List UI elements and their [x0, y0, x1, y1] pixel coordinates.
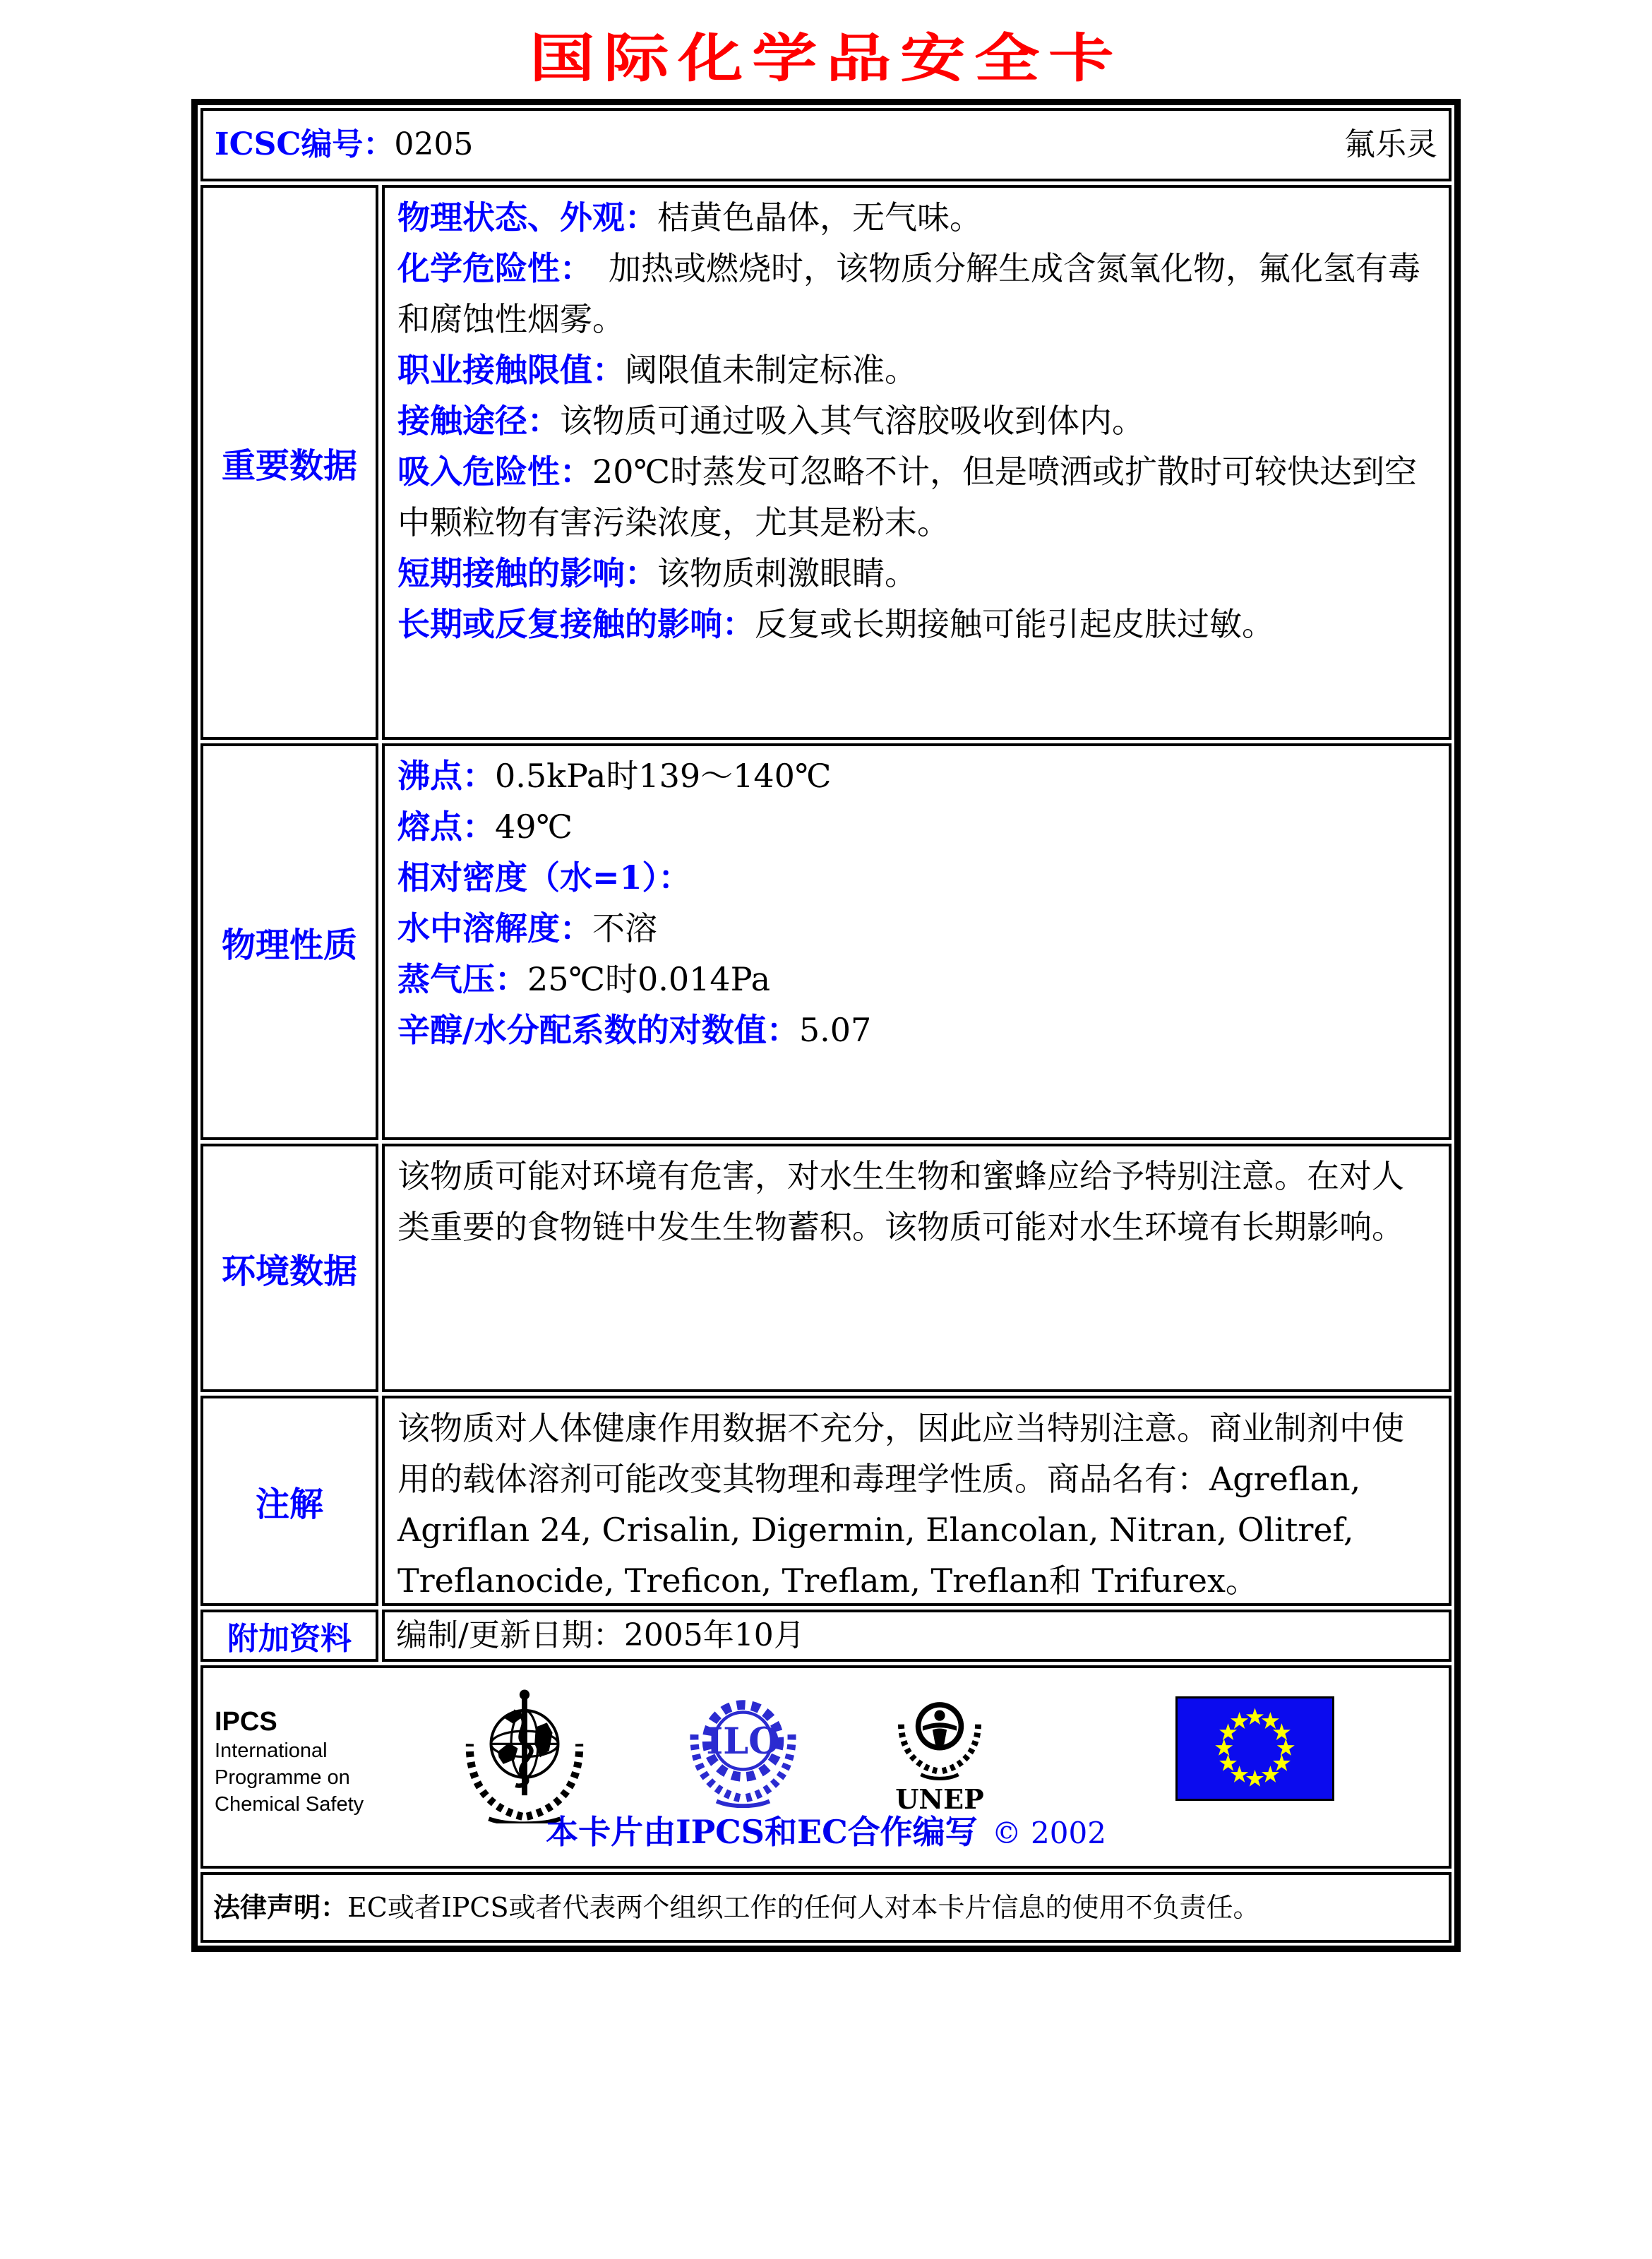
field-value: 该物质可通过吸入其气溶胶吸收到体内。 — [560, 402, 1144, 440]
field-value: 该物质刺激眼睛。 — [657, 554, 917, 592]
field-occupational-limits — [397, 344, 1436, 395]
ipcs-line: Programme on — [215, 1766, 350, 1789]
header-row — [200, 108, 1452, 181]
additional-info-label-cell — [200, 1610, 378, 1662]
field-exposure-routes — [397, 395, 1436, 446]
field-melting-point — [397, 801, 1436, 852]
environmental-data-content-cell — [382, 1144, 1452, 1392]
physical-properties-content-cell — [382, 743, 1452, 1140]
field-long-term-effects — [397, 599, 1436, 649]
row-label: 重要数据 — [221, 445, 357, 486]
field-value: 0.5kPa时139～140℃ — [495, 757, 832, 795]
field-value: 桔黄色晶体，无气味。 — [657, 198, 982, 236]
header-cell — [200, 108, 1452, 181]
field-label: 化学危险性： — [397, 249, 576, 287]
field-label: 长期或反复接触的影响： — [397, 605, 755, 643]
field-value: 加热或燃烧时，该物质分解生成含氮氧化物，氟化氢有毒和腐蚀性烟雾。 — [397, 249, 1420, 338]
icsc-number-label: ICSC编号： — [215, 126, 395, 162]
page-title-text: 国际化学品安全卡 — [529, 28, 1123, 89]
legal-notice-label: 法律声明： — [213, 1891, 348, 1923]
legal-notice-row — [200, 1872, 1452, 1943]
additional-info-text: 编制/更新日期：2005年10月 — [396, 1617, 805, 1653]
field-short-term-effects — [397, 548, 1436, 599]
additional-info-content-cell — [382, 1610, 1452, 1662]
notes-row — [200, 1396, 1452, 1606]
legal-notice-text: EC或者IPCS或者代表两个组织工作的任何人对本卡片信息的使用不负责任。 — [347, 1892, 1260, 1923]
field-physical-state — [397, 192, 1436, 243]
legal-notice-cell — [200, 1872, 1452, 1943]
field-relative-density — [397, 852, 1436, 903]
field-value: 阈限值未制定标准。 — [625, 351, 917, 389]
field-label: 短期接触的影响： — [397, 554, 657, 592]
field-label: 吸入危险性： — [397, 453, 592, 491]
notes-label-cell — [200, 1396, 378, 1606]
field-value: 反复或长期接触可能引起皮肤过敏。 — [755, 605, 1274, 643]
field-value: 不溶 — [592, 909, 657, 947]
field-label: 物理状态、外观： — [397, 198, 657, 236]
field-value: 49℃ — [495, 808, 573, 846]
field-value: 5.07 — [798, 1011, 872, 1049]
ilo-letters: ILO — [706, 1720, 780, 1763]
unep-letters: UNEP — [895, 1782, 984, 1815]
credit-text: 本卡片由IPCS和EC合作编写 — [546, 1813, 978, 1851]
physical-properties-label-cell — [200, 743, 378, 1140]
ipcs-text-block — [215, 1706, 404, 1818]
credit-line — [203, 1806, 1449, 1859]
substance-name: 氟乐灵 — [1344, 126, 1437, 162]
field-water-solubility — [397, 903, 1436, 954]
field-vapor-pressure — [397, 954, 1436, 1005]
icsc-card — [191, 99, 1461, 1952]
copyright-text: © 2002 — [991, 1816, 1106, 1850]
field-label: 辛醇/水分配系数的对数值： — [397, 1011, 799, 1049]
field-label: 接触途径： — [397, 402, 560, 440]
unep-logo-icon — [890, 1685, 989, 1816]
notes-content-cell — [382, 1396, 1452, 1606]
row-label: 附加资料 — [227, 1621, 352, 1657]
environmental-data-label-cell — [200, 1144, 378, 1392]
icsc-number-value: 0205 — [394, 126, 474, 162]
environmental-data-row — [200, 1144, 1452, 1392]
field-label: 相对密度（水=1）： — [397, 858, 691, 897]
field-label: 沸点： — [397, 757, 495, 795]
field-value: 25℃时0.014Pa — [527, 960, 770, 998]
notes-text: 该物质对人体健康作用数据不充分，因此应当特别注意。商业制剂中使用的载体溶剂可能改变其物理和毒理学性质。商品名有：Agreflan, Agriflan 24, Crisalin, Digermin, Elancolan, Nitran, Olitref, Treflanocide, Treficon, Treflam, Treflan和 Trifurex。 — [397, 1409, 1404, 1600]
eu-flag-stars — [1215, 1708, 1295, 1786]
field-value: 20℃时蒸发可忽略不计，但是喷洒或扩散时可较快达到空中颗粒物有害污染浓度，尤其是粉末。 — [397, 453, 1417, 541]
eu-flag-icon — [1175, 1696, 1334, 1801]
ipcs-line: International — [215, 1739, 328, 1762]
logos-cell — [200, 1665, 1452, 1869]
field-label: 蒸气压： — [397, 960, 527, 998]
field-boiling-point — [397, 750, 1436, 801]
important-data-content-cell — [382, 185, 1452, 740]
row-label: 注解 — [255, 1484, 323, 1524]
field-label: 熔点： — [397, 808, 495, 846]
row-label: 环境数据 — [221, 1251, 357, 1291]
who-logo-icon — [457, 1682, 592, 1823]
ipcs-line: Chemical Safety — [215, 1793, 364, 1816]
ilo-logo-icon — [685, 1686, 801, 1808]
field-inhalation-risk — [397, 446, 1436, 548]
row-label: 物理性质 — [221, 925, 357, 965]
ipcs-acronym: IPCS — [215, 1707, 277, 1737]
logos-row — [200, 1665, 1452, 1869]
field-label: 水中溶解度： — [397, 909, 592, 947]
important-data-row — [200, 185, 1452, 740]
important-data-label-cell — [200, 185, 378, 740]
physical-properties-row — [200, 743, 1452, 1140]
field-label: 职业接触限值： — [397, 351, 625, 389]
icsc-number-group — [215, 126, 474, 162]
additional-info-row — [200, 1610, 1452, 1662]
environmental-data-text: 该物质可能对环境有危害，对水生生物和蜜蜂应给予特别注意。在对人类重要的食物链中发生生物蓄积。该物质可能对水生环境有长期影响。 — [397, 1157, 1404, 1246]
field-octanol-water-partition — [397, 1005, 1436, 1055]
field-chemical-danger — [397, 243, 1436, 344]
page-title — [0, 17, 1652, 88]
legal-notice-content — [213, 1893, 1260, 1922]
